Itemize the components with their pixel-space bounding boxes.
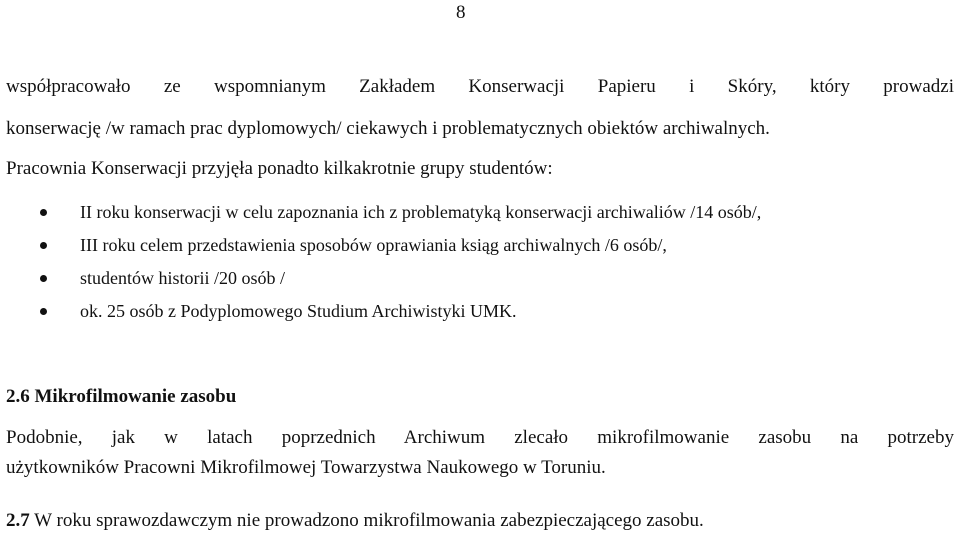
section-heading: 2.6 Mikrofilmowanie zasobu	[6, 386, 237, 407]
paragraph-line-3: Pracownia Konserwacji przyjęła ponadto kilkakrotnie grupy studentów:	[6, 158, 553, 179]
bullet-text: ok. 25 osób z Podyplomowego Studium Archiwistyki UMK.	[80, 301, 517, 321]
bullet-dot-icon	[40, 308, 47, 315]
bullet-text: II roku konserwacji w celu zapoznania ich z problematyką konserwacji archiwaliów /14 osób/,	[80, 202, 762, 222]
bullet-dot-icon	[40, 242, 47, 249]
paragraph-line-1: współpracowało ze wspomnianym Zakładem Konserwacji Papieru i Skóry, który prowadzi	[6, 76, 954, 97]
bullet-dot-icon	[40, 209, 47, 216]
bullet-text: studentów historii /20 osób /	[80, 268, 286, 288]
section-number: 2.7	[6, 510, 30, 531]
bullet-text: III roku celem przedstawienia sposobów oprawiania ksiąg archiwalnych /6 osób/,	[80, 235, 667, 255]
bullet-dot-icon	[40, 275, 47, 282]
section-line-1: Podobnie, jak w latach poprzednich Archiwum zlecało mikrofilmowanie zasobu na potrzeby	[6, 427, 954, 448]
section-text: W roku sprawozdawczym nie prowadzono mikrofilmowania zabezpieczającego zasobu.	[29, 510, 704, 531]
page-number: 8	[456, 2, 466, 23]
section-line-2: użytkowników Pracowni Mikrofilmowej Towarzystwa Naukowego w Toruniu.	[6, 457, 606, 478]
paragraph-line-2: konserwację /w ramach prac dyplomowych/ ciekawych i problematycznych obiektów archiwalnych.	[6, 118, 770, 139]
section-2-7	[6, 508, 954, 534]
